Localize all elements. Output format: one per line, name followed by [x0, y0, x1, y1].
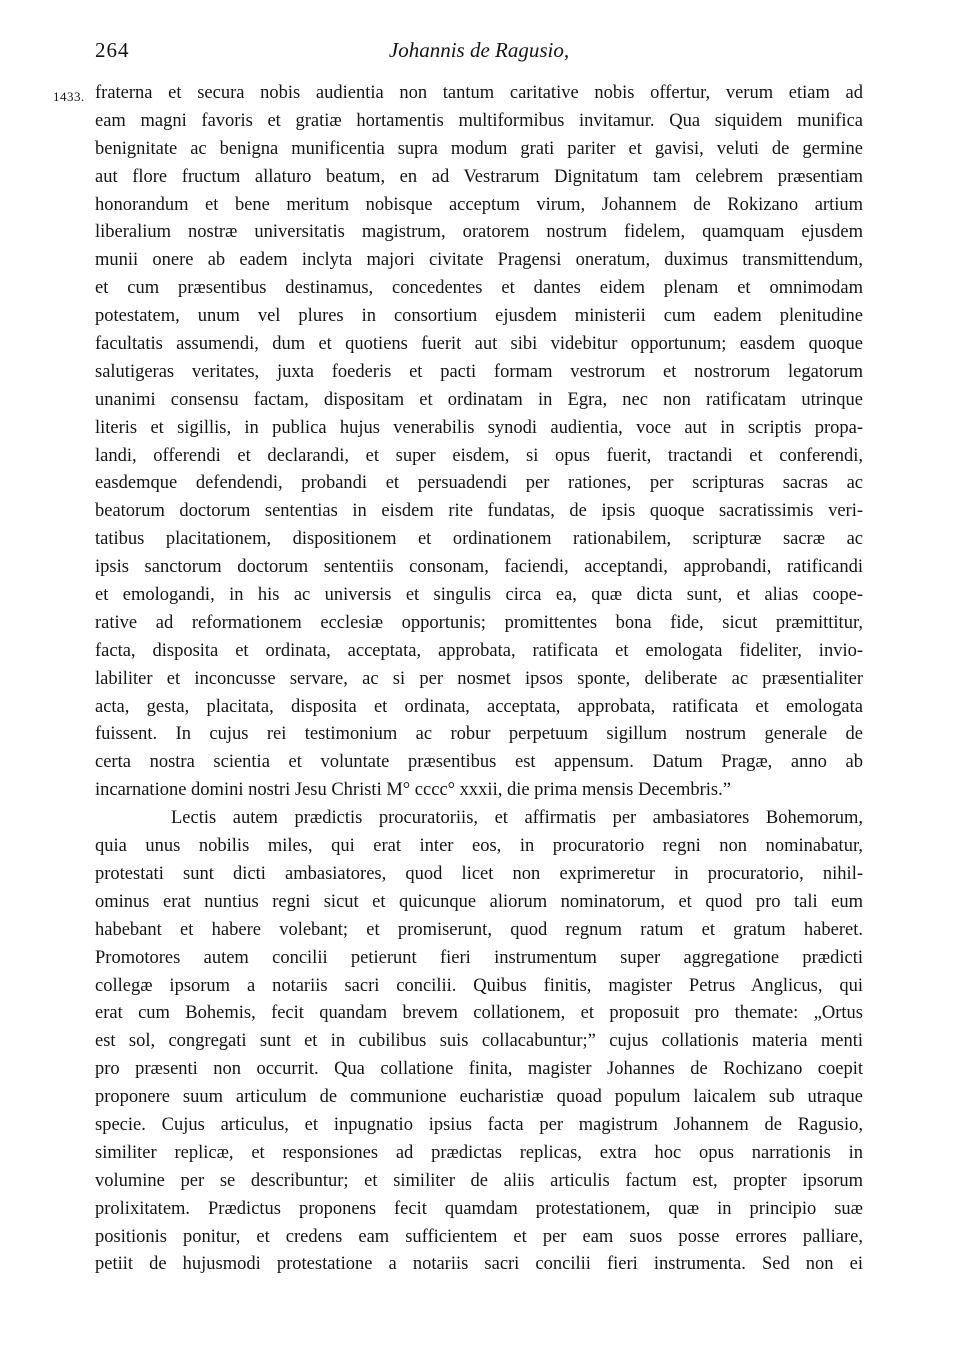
text-line: easdemque defendendi, probandi et persuadendi per rationes, per scripturas sacras ac	[95, 473, 863, 494]
text-line: unanimi consensu factam, dispositam et ordinatam in Egra, nec non ratificatam utrinque	[95, 389, 863, 410]
text-line: positionis ponitur, et credens eam sufficientem et per eam suos posse errores palliare,	[95, 1226, 863, 1247]
text-line: similiter replicæ, et responsiones ad prædictas replicas, extra hoc opus narrationis in	[95, 1142, 863, 1163]
text-line: collegæ ipsorum a notariis sacri concilii. Quibus finitis, magister Petrus Anglicus, qui	[95, 975, 863, 996]
text-line: literis et sigillis, in publica hujus venerabilis synodi audientia, voce aut in scriptis propa-	[95, 417, 863, 438]
text-line: ipsis sanctorum doctorum sententiis consonam, faciendi, acceptandi, approbandi, ratificandi	[95, 557, 863, 578]
text-line: rative ad reformationem ecclesiæ opportunis; promittentes bona fide, sicut præmittitur,	[95, 612, 863, 633]
margin-year-note: 1433.	[53, 89, 85, 104]
text-line: beatorum doctorum sententias in eisdem rite fundatas, de ipsis quoque sacratissimis veri-	[95, 501, 863, 522]
running-title: Johannis de Ragusio,	[388, 38, 570, 62]
text-line: eam magni favoris et gratiæ hortamentis multiformibus invitamur. Qua siquidem munifica	[95, 110, 863, 131]
text-line: fraterna et secura nobis audientia non tantum caritative nobis offertur, verum etiam ad	[95, 83, 863, 103]
text-line: petiit de hujusmodi protestatione a notariis sacri concilii fieri instrumenta. Sed non ei	[95, 1254, 863, 1275]
text-line: facultatis assumendi, dum et quotiens fuerit aut sibi videbitur opportunum; easdem quoque	[95, 334, 863, 355]
text-line: Promotores autem concilii petierunt fieri instrumentum super aggregatione prædicti	[95, 947, 863, 968]
text-line: salutigeras veritates, juxta foederis et pacti formam vestrorum et nostrorum legatorum	[95, 361, 863, 382]
text-line: ominus erat nuntius regni sicut et quicunque aliorum nominatorum, et quod pro tali eum	[95, 891, 863, 912]
text-line: habebant et habere volebant; et promiserunt, quod regnum ratum et gratum haberet.	[95, 919, 863, 940]
text-line: certa nostra scientia et voluntate præsentibus est appensum. Datum Pragæ, anno ab	[95, 752, 863, 773]
text-line: est sol, congregati sunt et in cubilibus suis collacabuntur;” cujus collationis materia menti	[95, 1031, 863, 1052]
text-line: prolixitatem. Prædictus proponens fecit quamdam protestationem, quæ in principio suæ	[95, 1198, 863, 1219]
text-line: incarnatione domini nostri Jesu Christi M° cccc° xxxii, die prima mensis Decembris.”	[95, 780, 731, 801]
text-line: benignitate ac benigna munificentia supra modum grati pariter et gavisi, veluti de germine	[95, 138, 863, 159]
page-number: 264	[95, 38, 130, 62]
text-line: fuissent. In cujus rei testimonium ac robur perpetuum sigillum nostrum generale de	[95, 724, 863, 745]
text-line: specie. Cujus articulus, et inpugnatio ipsius facta per magistrum Johannem de Ragusio,	[95, 1114, 863, 1135]
page-header	[95, 38, 863, 68]
text-line: acta, gesta, placitata, disposita et ordinata, acceptata, approbata, ratificata et emologata	[95, 696, 863, 717]
text-line: honorandum et bene meritum nobisque acceptum virum, Johannem de Rokizano artium	[95, 194, 863, 215]
text-line: et cum præsentibus destinamus, concedentes et dantes eidem plenam et omnimodam	[95, 278, 863, 299]
text-line: munii onere ab eadem inclyta majori civitate Pragensi oneratum, duximus transmittendum,	[95, 250, 863, 271]
body-text	[95, 80, 863, 1279]
text-line: protestati sunt dicti ambasiatores, quod licet non exprimeretur in procuratorio, nihil-	[95, 863, 863, 884]
text-line: facta, disposita et ordinata, acceptata, approbata, ratificata et emologata fideliter, invio-	[95, 640, 863, 661]
text-line: pro præsenti non occurrit. Qua collatione finita, magister Johannes de Rochizano coepit	[95, 1059, 863, 1080]
text-line: proponere suum articulum de communione eucharistiæ quoad populum laicalem sub utraque	[95, 1087, 863, 1108]
text-line: volumine per se describuntur; et similiter de aliis articulis factum est, propter ipsorum	[95, 1170, 863, 1191]
text-line: tatibus placitationem, dispositionem et ordinationem rationabilem, scripturæ sacræ ac	[95, 529, 863, 550]
text-line: erat cum Bohemis, fecit quandam brevem collationem, et proposuit pro themate: „Ortus	[95, 1003, 863, 1024]
text-line: landi, offerendi et declarandi, et super eisdem, si opus fuerit, tractandi et conferendi,	[95, 445, 863, 466]
text-line: aut flore fructum allaturo beatum, en ad Vestrarum Dignitatum tam celebrem præsentiam	[95, 166, 863, 187]
text-line: labiliter et inconcusse servare, ac si per nosmet ipsos sponte, deliberate ac præsentialiter	[95, 668, 863, 689]
text-line: Lectis autem prædictis procuratoriis, et affirmatis per ambasiatores Bohemorum,	[171, 808, 863, 829]
text-line: liberalium nostræ universitatis magistrum, oratorem nostrum fidelem, quamquam ejusdem	[95, 222, 863, 243]
text-line: et emologandi, in his ac universis et singulis circa ea, quæ dicta sunt, et alias coope-	[95, 585, 863, 606]
text-line: quia unus nobilis miles, qui erat inter eos, in procuratorio regni non nominabatur,	[95, 836, 863, 857]
text-line: potestatem, unum vel plures in consortium ejusdem ministerii cum eadem plenitudine	[95, 306, 863, 327]
